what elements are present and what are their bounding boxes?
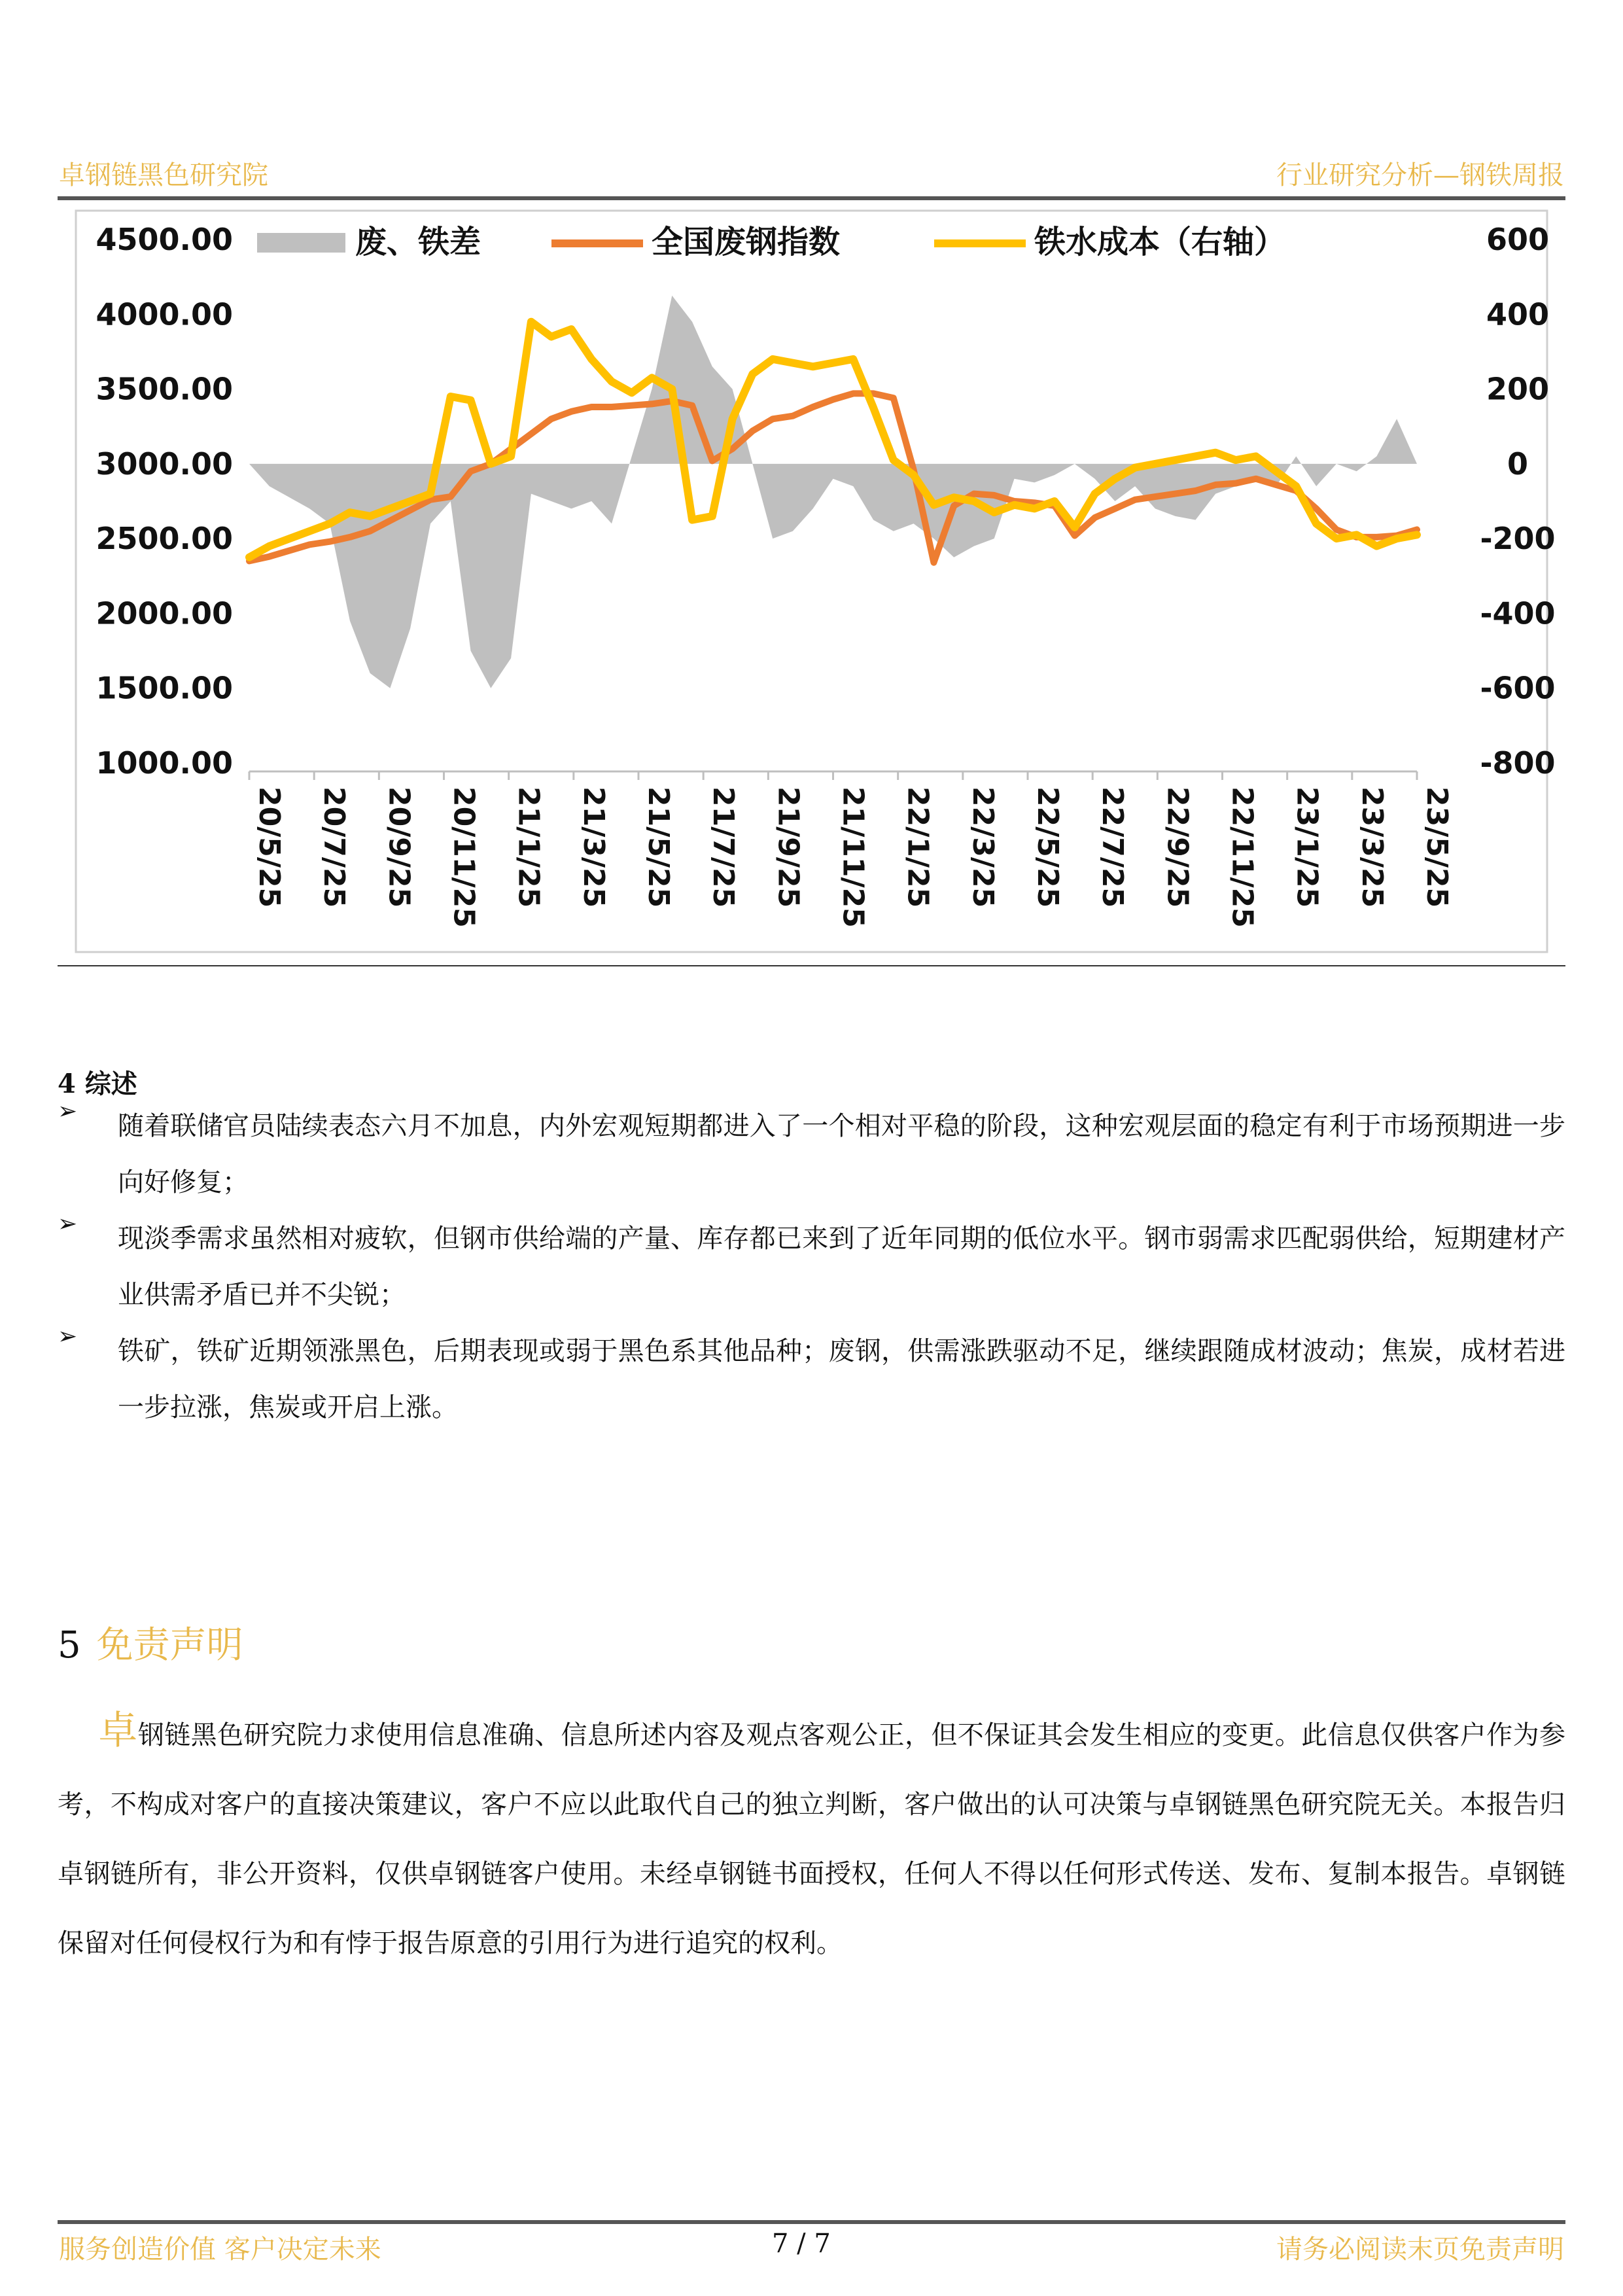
x-tick-label: 21/11/25	[836, 786, 870, 928]
x-tick-label: 20/11/25	[447, 786, 481, 928]
header-right-title: 行业研究分析—钢铁周报	[1276, 160, 1564, 190]
x-tick-label: 22/5/25	[1031, 786, 1064, 908]
y-left-tick-label: 3000.00	[96, 446, 233, 482]
y-left-tick-label: 4500.00	[96, 222, 233, 257]
x-tick-label: 22/3/25	[966, 786, 1000, 908]
y-left-tick-label: 4000.00	[96, 296, 233, 332]
arrow-bullet-icon: ➢	[58, 1098, 78, 1125]
x-tick-label: 23/3/25	[1355, 786, 1389, 908]
x-tick-label: 23/1/25	[1290, 786, 1324, 908]
y-right-tick-label: 600	[1486, 222, 1550, 257]
header-rule	[58, 196, 1565, 200]
x-tick-label: 21/5/25	[642, 786, 675, 908]
section-4-title: 4 综述	[58, 1069, 137, 1099]
chart-figure	[58, 204, 1565, 965]
section-5-title	[58, 1616, 243, 1669]
x-tick-label: 21/1/25	[512, 786, 546, 908]
y-left-tick-label: 3500.00	[96, 371, 233, 407]
section-5-heading: 免责声明	[96, 1624, 243, 1667]
disclaimer-text: 钢链黑色研究院力求使用信息准确、信息所述内容及观点客观公正，但不保证其会发生相应的变更。此信息仅供客户作为参考，不构成对客户的直接决策建议，客户不应以此取代自己的独立判断，客户做出的认可决策与卓钢链黑色研究院无关。本报告归卓钢链所有，非公开资料，仅供卓钢链客户使用。未经卓钢链书面授权，任何人不得以任何形式传送、发布、复制本报告。卓钢链保留对任何侵权行为和有悖于报告原意的引用行为进行追究的权利。	[58, 1720, 1566, 1958]
x-tick-label: 22/9/25	[1161, 786, 1195, 908]
legend-label-iron: 铁水成本（右轴）	[1034, 224, 1286, 260]
bullet-text: 现淡季需求虽然相对疲软，但钢市供给端的产量、库存都已来到了近年同期的低位水平。钢市弱需求匹配弱供给，短期建材产业供需矛盾已并不尖锐；	[118, 1224, 1565, 1310]
footer-rule	[58, 2220, 1565, 2224]
y-right-tick-label: 0	[1507, 446, 1529, 482]
chart-bottom-rule	[58, 965, 1565, 966]
y-left-tick-label: 2500.00	[96, 521, 233, 557]
disclaimer-first-char: 卓	[98, 1708, 138, 1754]
x-tick-label: 23/5/25	[1420, 786, 1454, 908]
arrow-bullet-icon: ➢	[58, 1323, 78, 1350]
footer-disclaimer-note: 请务必阅读末页免责声明	[1276, 2234, 1564, 2265]
x-tick-label: 21/7/25	[707, 786, 741, 908]
chart-border	[76, 211, 1550, 952]
summary-bullet-2	[58, 1210, 1565, 1323]
y-right-tick-label: 200	[1486, 371, 1550, 407]
legend-swatch-gap	[257, 233, 345, 253]
x-tick-label: 22/7/25	[1096, 786, 1130, 908]
disclaimer-paragraph	[58, 1696, 1565, 1978]
header-left-title: 卓钢链黑色研究院	[59, 160, 268, 190]
x-tick-label: 22/11/25	[1225, 786, 1259, 928]
x-tick-label: 21/9/25	[771, 786, 805, 908]
x-tick-label: 20/9/25	[382, 786, 416, 908]
y-right-tick-label: -600	[1480, 670, 1556, 706]
x-tick-label: 20/5/25	[253, 786, 286, 908]
legend-label-gap: 废、铁差	[355, 224, 481, 260]
x-tick-label: 20/7/25	[317, 786, 351, 908]
page-number: 7 / 7	[772, 2229, 831, 2259]
legend-label-scrap: 全国废钢指数	[652, 224, 841, 260]
x-tick-label: 22/1/25	[901, 786, 935, 908]
y-right-tick-label: 400	[1486, 296, 1550, 332]
summary-bullet-1	[58, 1098, 1565, 1210]
summary-bullet-3	[58, 1323, 1565, 1436]
footer-slogan: 服务创造价值 客户决定未来	[59, 2234, 381, 2265]
y-left-tick-label: 1000.00	[96, 745, 233, 781]
bullet-text: 随着联储官员陆续表态六月不加息，内外宏观短期都进入了一个相对平稳的阶段，这种宏观层面的稳定有利于市场预期进一步向好修复；	[118, 1111, 1565, 1197]
y-right-tick-label: -400	[1480, 595, 1556, 631]
arrow-bullet-icon: ➢	[58, 1210, 78, 1237]
y-right-tick-label: -800	[1480, 745, 1556, 781]
y-left-tick-label: 1500.00	[96, 670, 233, 706]
section-5-number: 5	[58, 1624, 81, 1667]
y-right-tick-label: -200	[1480, 521, 1556, 557]
bullet-text: 铁矿，铁矿近期领涨黑色，后期表现或弱于黑色系其他品种；废钢，供需涨跌驱动不足，继续跟随成材波动；焦炭，成材若进一步拉涨，焦炭或开启上涨。	[118, 1336, 1565, 1422]
chart-svg	[58, 204, 1565, 965]
y-left-tick-label: 2000.00	[96, 595, 233, 631]
x-tick-label: 21/3/25	[576, 786, 610, 908]
